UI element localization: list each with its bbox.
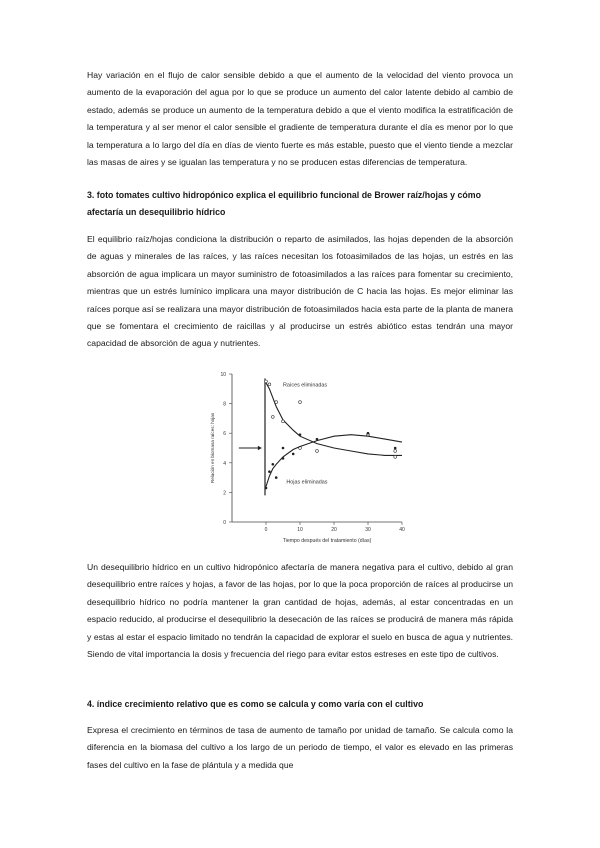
leaves-removed-point [316, 438, 319, 441]
chart-svg [196, 366, 410, 554]
y-tick-label: 2 [223, 490, 226, 497]
leaves-removed-point [275, 476, 278, 479]
annotation-roots-removed: Raíces eliminadas [283, 382, 328, 389]
roots-removed-point [394, 455, 397, 458]
x-tick-label: 20 [331, 527, 337, 533]
leaves-removed-point [272, 463, 275, 466]
leaves-removed-point [299, 433, 302, 436]
leaves-removed-point [292, 453, 295, 456]
leaves-removed-point [265, 487, 268, 490]
roots-removed-point [271, 416, 274, 419]
roots-removed-point [394, 450, 397, 453]
roots-removed-curve [266, 383, 402, 456]
y-axis-label: Relación en biomasa raíces: hojas [210, 412, 215, 484]
x-axis-label: Tiempo después del tratamiento (días) [282, 538, 372, 544]
leaves-removed-point [282, 457, 285, 460]
chart-labels [210, 372, 405, 544]
x-tick-label: 40 [399, 527, 405, 533]
control-arrow-head [258, 446, 262, 450]
section-heading-3: 3. foto tomates cultivo hidropónico explica el equilibrio funcional de Brower raíz/hojas y cómo afectaría un desequilibrio hídrico [87, 190, 481, 218]
roots-removed-point [275, 401, 278, 404]
leaves-removed-point [367, 432, 370, 435]
section-heading-4: 4. índice crecimiento relativo que es como se calcula y como varía con el cultivo [87, 699, 424, 709]
roots-removed-point [282, 420, 285, 423]
paragraph-wind-heat-flux: Hay variación en el flujo de calor sensible debido a que el aumento de la velocidad del viento provoca un aumento de la evaporación del agua por lo que se produce un aumento del calor latente debido al cambio de estado, además se produce un aumento de la temperatura debido a que el viento modifica la estratificación de la temperatura y al ser menor el calor sensible el gradiente de temperatura durante el día es menor por lo que la temperatura a lo largo del día en días de viento fuerte es más estable, puesto que el viento tiende a mezclar las masas de aires y se igualan las temperatura y no se producen estas diferencias de temperatura. [87, 70, 513, 168]
leaves-removed-point [268, 470, 271, 473]
annotation-leaves-removed: Hojas eliminadas [286, 479, 328, 486]
roots-removed-point [299, 401, 302, 404]
y-tick-label: 6 [223, 431, 226, 438]
paragraph-relative-growth: Expresa el crecimiento en términos de tasa de aumento de tamaño por unidad de tamaño. Se calcula como la diferencia en la biomasa del cultivo a los largo de un periodo de tiempo, el valor es elevado en las primeras fases del cultivo en la fase de plántula y a medida que [87, 725, 513, 770]
roots-removed-point [316, 450, 319, 453]
roots-removed-point [265, 380, 268, 383]
y-tick-label: 0 [223, 520, 226, 526]
roots-removed-point [268, 383, 271, 386]
root-leaf-ratio-chart [196, 366, 410, 554]
paragraph-root-leaf-balance: El equilibrio raíz/hojas condiciona la distribución o reparto de asimilados, las hojas dependen de la absorción de aguas y minerales de las raíces, y las raíces necesitan los fotoasimilados de las hojas, un estrés en las absorción de agua implicara un mayor suministro de fotoasimilados a las raíces para fomentar su crecimiento, mientras que un estrés lumínico implicara una mayor distribución de C hacia las hojas. Es mejor eliminar las raíces porque así se realizara una mayor distribución de fotoasimilados hacia esta parte de la planta de manera que se fomentara el crecimiento de raicillas y al producirse un estrés abiótico estas tendrán una mayor capacidad de absorción de agua y nutrientes. [87, 234, 513, 349]
y-tick-label: 8 [223, 401, 226, 408]
x-tick-label: 30 [365, 527, 371, 533]
paragraph-water-imbalance: Un desequilibrio hídrico en un cultivo hidropónico afectaría de manera negativa para el cultivo, debido al gran desequilibrio entre raíces y hojas, a favor de las hojas, por lo que la poca proporción de raíces al producirse un desequilibrio hídrico no podría mantener la gran cantidad de hojas, además, al estar concentradas en un espacio reducido, al producirse el desequilibrio la desecación de las raíces se producirá de manera más rápida y estas al estar el espacio limitado no tendrán la capacidad de explorar el suelo en busca de agua y nutrientes. Siendo de vital importancia la dosis y frecuencia del riego para evitar estos estreses en este tipo de cultivos. [87, 562, 513, 660]
leaves-removed-point [282, 447, 285, 450]
x-tick-label: 10 [297, 527, 303, 533]
leaves-removed-point [394, 447, 397, 450]
chart-marks [239, 378, 402, 495]
y-tick-label: 4 [223, 460, 226, 467]
y-tick-label: 10 [220, 372, 226, 378]
chart-axes [229, 374, 402, 525]
x-tick-label: 0 [264, 527, 268, 533]
